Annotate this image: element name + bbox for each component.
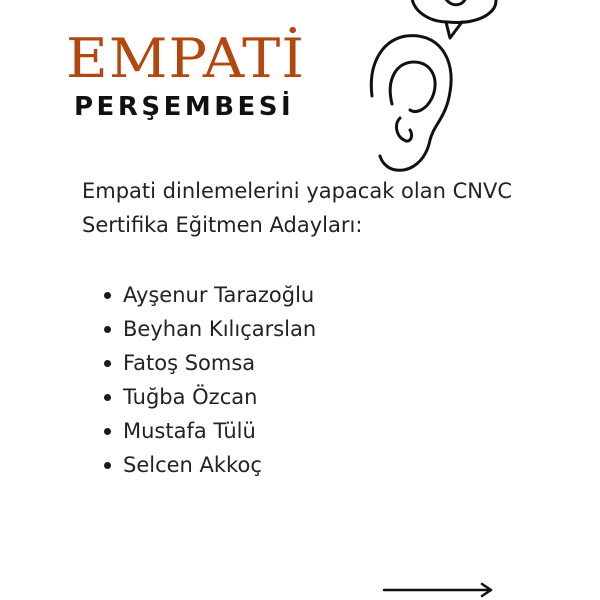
ear-illustration — [0, 0, 600, 200]
speech-bubble-icon — [412, 0, 496, 38]
candidate-list — [104, 278, 316, 482]
ear-icon — [371, 36, 451, 171]
arrow-right-icon[interactable] — [380, 580, 496, 600]
list-item: Beyhan Kılıçarslan — [104, 312, 316, 346]
list-item: Tuğba Özcan — [104, 380, 316, 414]
intro-text: Empati dinlemelerini yapacak olan CNVC Sertifika Eğitmen Adayları: — [82, 179, 512, 237]
page-subtitle: PERŞEMBESİ — [74, 92, 295, 122]
page-title: EMPATİ — [66, 27, 306, 90]
list-item: Selcen Akkoç — [104, 448, 316, 482]
list-item: Fatoş Somsa — [104, 346, 316, 380]
list-item: Mustafa Tülü — [104, 414, 316, 448]
list-item: Ayşenur Tarazoğlu — [104, 278, 316, 312]
